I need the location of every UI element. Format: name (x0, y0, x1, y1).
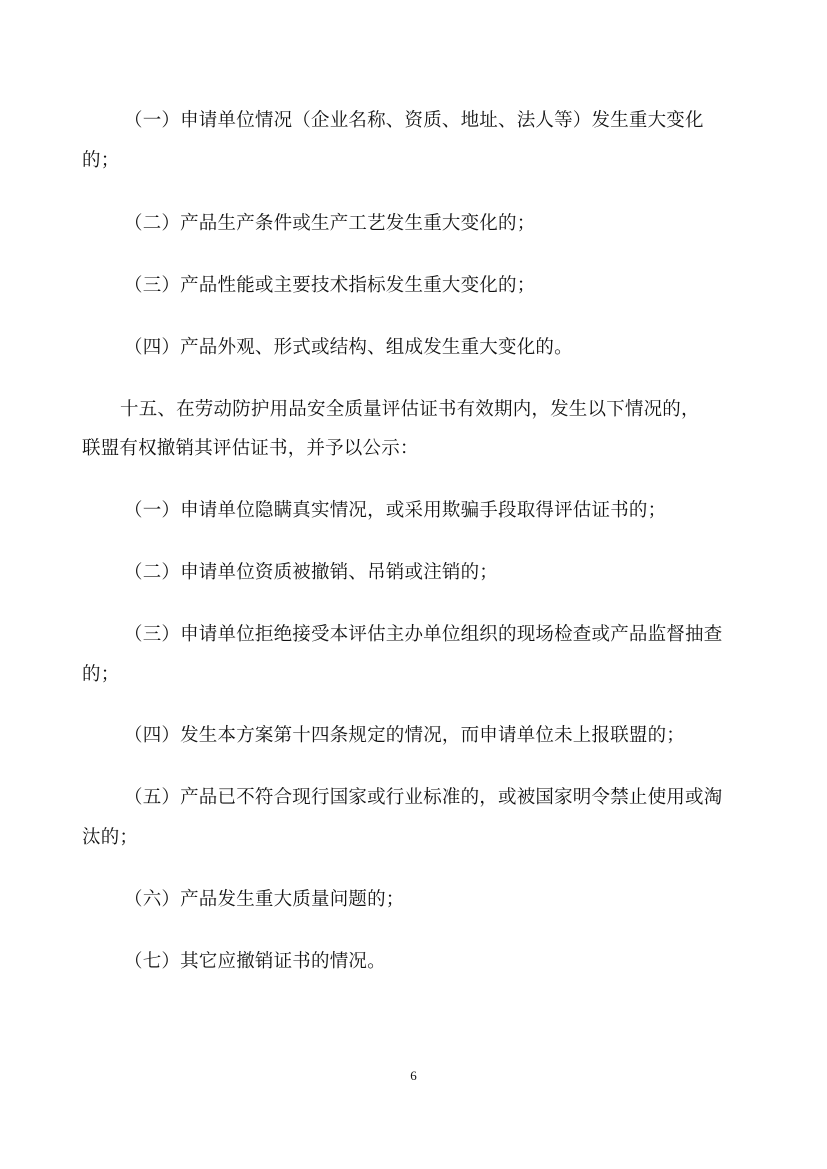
paragraph-line: （三）申请单位拒绝接受本评估主办单位组织的现场检查或产品监督抽查 (124, 624, 723, 645)
paragraph-line: （七）其它应撤销证书的情况。 (124, 951, 386, 972)
paragraph-line: （六）产品发生重大质量问题的； (124, 889, 405, 910)
paragraph-line: （四）发生本方案第十四条规定的情况，而申请单位未上报联盟的； (124, 725, 686, 746)
page-number: 6 (410, 1068, 417, 1083)
paragraph-line: 的； (82, 150, 120, 171)
paragraph-line: 十五、在劳动防护用品安全质量评估证书有效期内，发生以下情况的， (120, 399, 700, 420)
paragraph-line: （三）产品性能或主要技术指标发生重大变化的； (124, 275, 536, 296)
paragraph-line: （一）申请单位隐瞒真实情况，或采用欺骗手段取得评估证书的； (124, 500, 667, 521)
paragraph-line: （四）产品外观、形式或结构、组成发生重大变化的。 (124, 337, 573, 358)
paragraph-line: 联盟有权撤销其评估证书，并予以公示： (82, 438, 419, 459)
paragraph-line: （一）申请单位情况（企业名称、资质、地址、法人等）发生重大变化 (124, 110, 704, 131)
paragraph-line: 的； (82, 664, 120, 685)
paragraph-line: （二）产品生产条件或生产工艺发生重大变化的； (124, 213, 536, 234)
paragraph-line: （二）申请单位资质被撤销、吊销或注销的； (124, 562, 499, 583)
paragraph-line: 汰的； (82, 827, 139, 848)
paragraph-line: （五）产品已不符合现行国家或行业标准的，或被国家明令禁止使用或淘 (124, 787, 723, 808)
